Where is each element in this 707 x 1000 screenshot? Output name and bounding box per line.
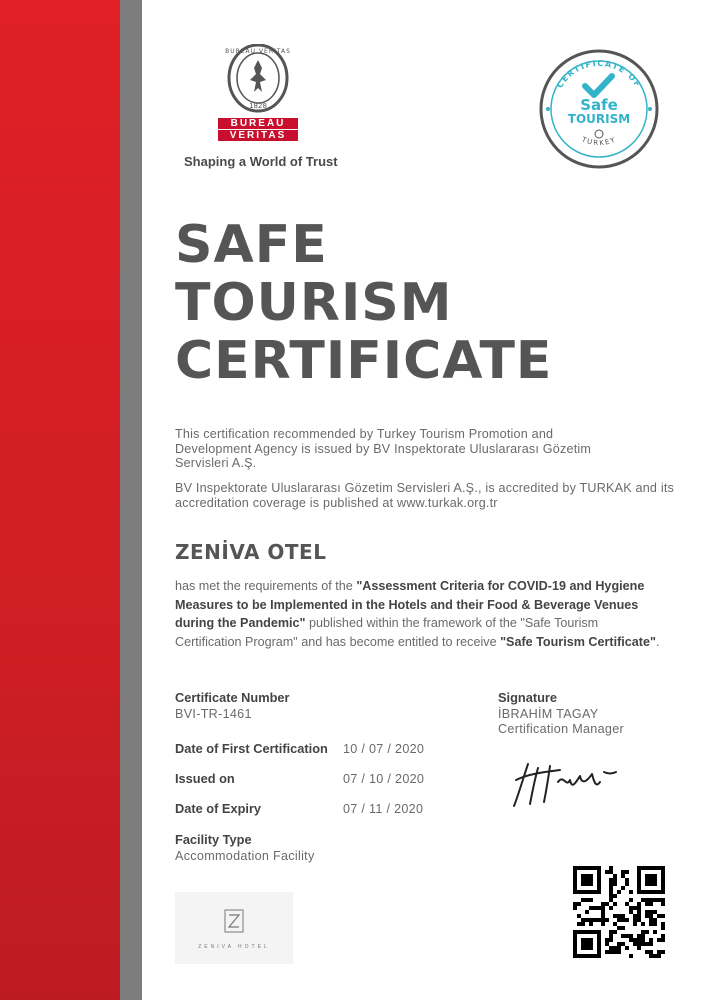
- bv-tagline: Shaping a World of Trust: [184, 154, 338, 169]
- statement-mid: published within the framework of the "Safe Tourism Certification Program" and has become entitled to receive: [175, 616, 599, 649]
- issued-value: 07 / 10 / 2020: [343, 772, 425, 786]
- seal-bottom-text: TURKEY: [580, 135, 618, 148]
- facility-type-value: Accommodation Facility: [175, 849, 315, 863]
- svg-text:BUREAU VERITAS: BUREAU VERITAS: [225, 48, 291, 55]
- issued-label: Issued on: [175, 771, 235, 786]
- qr-code: [573, 866, 665, 958]
- statement-cert-name: "Safe Tourism Certificate": [500, 634, 656, 649]
- expiry-label: Date of Expiry: [175, 801, 262, 816]
- statement-criteria: "Assessment Criteria for COVID-19 and Hygiene Measures to be Implemented in the Hotels and their Food & Beverage Venues during the Pandemic": [175, 579, 645, 630]
- signature-label: Signature: [498, 690, 558, 705]
- svg-text:TURKEY: [580, 135, 618, 147]
- first-cert-label: Date of First Certification: [175, 741, 328, 756]
- title-line-1: SAFE: [175, 215, 328, 275]
- bv-word-veritas: VERITAS: [218, 129, 298, 141]
- signatory-name: İBRAHİM TAGAY: [498, 707, 599, 721]
- bv-word-bureau: BUREAU: [218, 118, 298, 129]
- statement-end: .: [655, 634, 660, 649]
- zeniva-hotel-logo: [175, 892, 293, 964]
- seal-top-text: CERTIFICATE OF: [555, 58, 643, 90]
- expiry-value: 07 / 11 / 2020: [343, 802, 424, 816]
- title-line-3: CERTIFICATE: [175, 331, 553, 391]
- facility-type-label: Facility Type: [175, 832, 252, 847]
- left-red-stripe: [0, 0, 120, 1000]
- bv-seal-icon: [216, 44, 300, 118]
- statement-pre: has met the requirements of the: [175, 579, 357, 593]
- bv-seal-year: 1828: [249, 102, 267, 110]
- zeniva-logo-icon: [224, 909, 244, 933]
- intro-paragraph-1: This certification recommended by Turkey Tourism Promotion and Development Agency is issued by BV Inspektorate Uluslararası Gözetim Servisleri A.Ş.: [175, 427, 592, 470]
- bv-wordmark: [218, 118, 298, 141]
- safe-tourism-seal: [538, 48, 660, 170]
- certificate-title: [175, 216, 552, 390]
- first-cert-value: 10 / 07 / 2020: [343, 742, 425, 756]
- seal-line1: Safe: [580, 96, 618, 114]
- title-line-2: TOURISM: [175, 273, 453, 333]
- seal-line2: TOURISM: [567, 112, 631, 126]
- svg-text:CERTIFICATE OF: [555, 59, 643, 90]
- cert-number-label: Certificate Number: [175, 690, 290, 705]
- bureau-veritas-logo: [178, 44, 338, 174]
- intro-paragraph-2: BV Inspektorate Uluslararası Gözetim Servisleri A.Ş., is accredited by TURKAK and its accreditation coverage is published at www.turkak.org.tr: [175, 481, 675, 510]
- hotel-name: ZENİVA OTEL: [175, 540, 327, 564]
- checkmark-icon: [585, 76, 612, 95]
- left-grey-stripe: [120, 0, 142, 1000]
- certification-statement: [175, 577, 665, 651]
- cert-number-value: BVI-TR-1461: [175, 707, 252, 721]
- signatory-title: Certification Manager: [498, 722, 624, 736]
- zeniva-logo-text: ZENIVA HOTEL: [198, 944, 270, 950]
- handwritten-signature: [508, 752, 624, 810]
